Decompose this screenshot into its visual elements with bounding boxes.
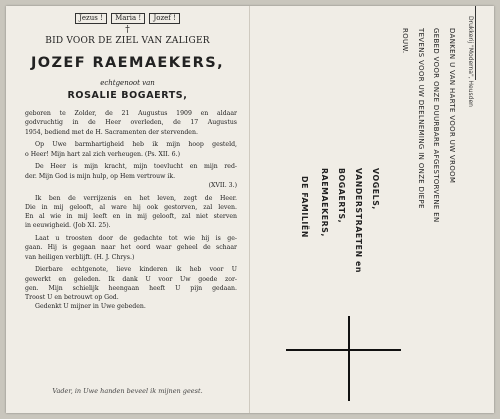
families-heading	[296, 176, 313, 238]
printer-imprint	[466, 16, 474, 107]
cross-icon-vertical	[348, 316, 350, 401]
body-line: (XVII. 3.)	[208, 181, 237, 189]
invocation-mary: Maria !	[111, 13, 145, 24]
body-line: o Heer! Mijn hart zal zich verheugen. (Ps. XII. 6.)	[25, 150, 180, 158]
body-line: Op Uwe barmhartigheid heb ik mijn hoop gesteld,	[35, 141, 237, 149]
thanks-line: TEVENS VOOR UW DEELNEMING IN ONZE DIEPE	[417, 28, 425, 209]
body-line: Ik ben de verrijzenis en het leven, zegt de Heer.	[35, 194, 237, 202]
body-line: Laat u troosten door de gedachte tot wie hij is ge-	[35, 235, 237, 242]
body-line: geboren te Zolder, de 21 Augustus 1909 en aldaar	[25, 110, 237, 117]
closing-prayer: Vader, in Uwe handen beveel ik mijnen geest.	[52, 387, 203, 395]
body-line: Die in mij gelooft, al ware hij ook gestorven, zal leven.	[25, 203, 237, 211]
thanks-line: DANKEN U VAN HARTE VOOR UW VROOM	[448, 28, 456, 184]
families-block	[316, 168, 384, 273]
body-line: in eeuwigheid. (Job XI. 25).	[25, 222, 111, 230]
left-page	[6, 6, 249, 413]
body-line: gen. Mijn schielijk heengaan heeft U pijn gedaan.	[25, 284, 237, 292]
body-line: gaan. Hij is gegaan naar het oord waar geheel de schaar	[25, 244, 237, 252]
body-line: van heiligen verblijft. (H. J. Chrys.)	[25, 253, 135, 261]
deceased-name: JOZEF RAEMAEKERS,	[31, 55, 224, 71]
invocation-row	[6, 13, 249, 24]
thanks-line: GEBED VOOR ONZE DUURBARE AFGESTORVENE EN	[432, 28, 441, 223]
body-text	[25, 109, 237, 312]
cross-icon: †	[125, 25, 130, 35]
body-line: 1954, bediend met de H. Sacramenten der stervenden.	[25, 128, 198, 136]
right-page	[250, 6, 494, 413]
body-line: En al wie in mij leeft en in mij gelooft, zal niet sterven	[25, 213, 237, 220]
family-line: VANDERSTRAETEN en	[354, 168, 363, 274]
cross-icon-horizontal	[286, 349, 401, 351]
body-line: Dierbare echtgenote, lieve kinderen ik heb voor U	[35, 266, 237, 274]
invocation-joseph: Jozef !	[149, 13, 179, 24]
thanks-line: ROUW.	[401, 28, 410, 54]
spouse-name: ROSALIE BOGAERTS,	[67, 90, 188, 101]
spouse-intro: echtgenoot van	[100, 79, 155, 87]
body-line: Troost U en betrouwt op God.	[25, 294, 119, 301]
invocation-jesus: Jezus !	[75, 13, 107, 24]
body-line: godvruchtig in de Heer overleden, de 17 Augustus	[25, 119, 237, 127]
printer-line: Drukkerij "Moderna", Heusden	[467, 16, 474, 107]
body-line: Gedenkt U mijner in Uwe gebeden.	[35, 303, 146, 311]
family-line: DE FAMILIËN	[300, 176, 309, 238]
body-line: der. Mijn God is mijn hulp, op Hem vertrouw ik.	[25, 172, 176, 180]
printer-rule	[475, 6, 476, 80]
memorial-card	[6, 6, 494, 413]
family-line: RAEMAEKERS,	[320, 168, 329, 238]
body-line: gewerkt en geleden. Ik dank U voor Uw goede zor-	[25, 275, 237, 283]
thanks-block	[397, 28, 459, 223]
family-line: VOGELS,	[371, 168, 380, 210]
family-line: BOGAERTS,	[337, 168, 346, 224]
body-line: De Heer is mijn kracht, mijn toevlucht en mijn red-	[35, 163, 237, 171]
heading: BID VOOR DE ZIEL VAN ZALIGER	[45, 36, 210, 46]
